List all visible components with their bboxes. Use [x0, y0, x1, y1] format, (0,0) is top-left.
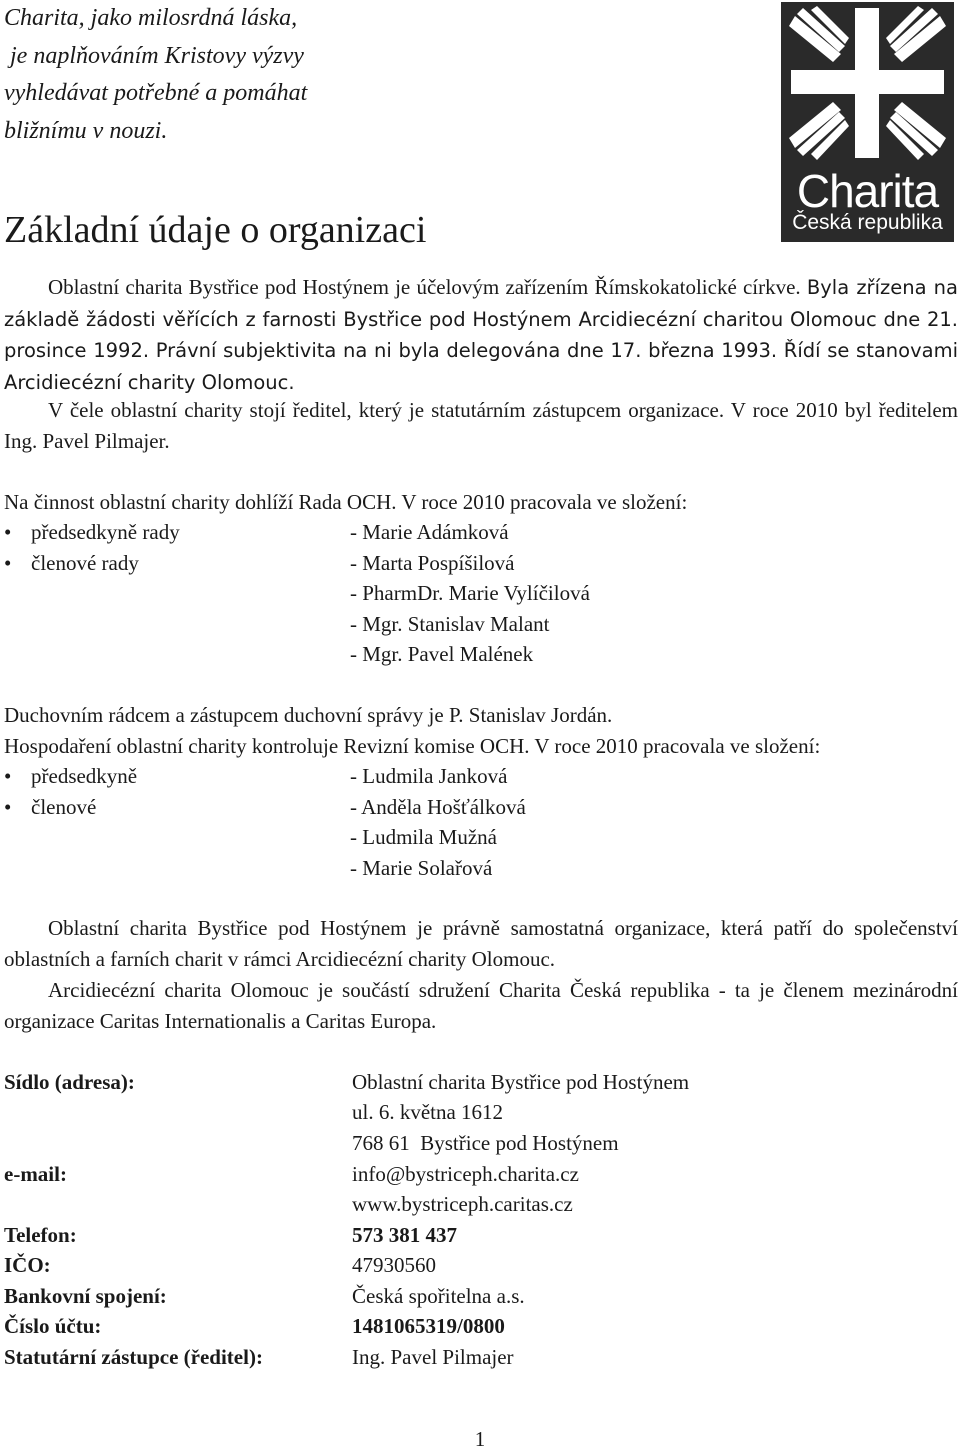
ico-value: 47930560: [352, 1253, 436, 1277]
audit-members-label: členové: [31, 795, 97, 819]
motto-line: Charita, jako milosrdná láska,: [4, 5, 298, 31]
ico-label: IČO:: [4, 1253, 51, 1277]
phone-row: [4, 1220, 904, 1251]
director-paragraph: V čele oblastní charity stojí ředitel, který je statutárním zástupcem organizace. V roce 2010 byl ředitelem Ing. Pavel Pilmajer.: [4, 398, 958, 453]
logo-brand: Charita: [796, 165, 939, 217]
cross-flame-icon: [781, 2, 954, 162]
board-members-label: členové rady: [31, 551, 139, 575]
intro-paragraph: [4, 272, 958, 398]
bullet: •: [4, 764, 12, 788]
motto-line: vyhledávat potřebné a pomáhat: [4, 80, 308, 106]
board-chair-label: předsedkyně rady: [31, 520, 180, 544]
board-member: - Mgr. Pavel Malének: [350, 642, 534, 666]
address-line: Oblastní charita Bystřice pod Hostýnem: [352, 1070, 690, 1094]
ico-row: [4, 1250, 904, 1281]
board-intro: Na činnost oblastní charity dohlíží Rada OCH. V roce 2010 pracovala ve složení:: [4, 490, 688, 514]
board-member-row: [4, 609, 704, 640]
charita-logo: [781, 2, 954, 242]
bank-label: Bankovní spojení:: [4, 1284, 167, 1308]
account-row: [4, 1311, 904, 1342]
audit-member: - Anděla Hošťálková: [350, 795, 526, 819]
director-label: Statutární zástupce (ředitel):: [4, 1345, 263, 1369]
page-number: 1: [474, 1427, 486, 1451]
bullet: •: [4, 520, 12, 544]
address-row: [4, 1128, 904, 1159]
page-title: Základní údaje o organizaci: [4, 209, 427, 251]
board-chair-name: - Marie Adámková: [350, 520, 509, 544]
account-value: 1481065319/0800: [352, 1314, 505, 1338]
audit-members-row: [4, 792, 704, 823]
address-row: [4, 1067, 904, 1098]
bullet: •: [4, 795, 12, 819]
intro-text-sans: Byla zřízena na základě žádosti věřících z farnosti Bystřice pod Hostýnem Arcidiecézní charitou Olomouc dne 21. prosince 1992. Právní subjektivita na ni byla delegována dne 17. března 1993. Řídí se stanovami Arcidiecézní charity Olomouc.: [4, 276, 958, 394]
audit-member-row: [4, 822, 704, 853]
board-member: - Marta Pospíšilová: [350, 551, 515, 575]
address-row: [4, 1097, 904, 1128]
phone-value: 573 381 437: [352, 1223, 457, 1247]
status-paragraph: Oblastní charita Bystřice pod Hostýnem je právně samostatná organizace, která patří do společenství oblastních a farních charit v rámci Arcidiecézní charity Olomouc.: [4, 916, 958, 971]
email-link[interactable]: info@bystriceph.charita.cz: [352, 1162, 579, 1186]
motto-line: bližnímu v nouzi.: [4, 117, 168, 144]
bank-value: Česká spořitelna a.s.: [352, 1284, 525, 1308]
board-member-row: [4, 578, 704, 609]
motto: [4, 0, 424, 150]
board-member: - PharmDr. Marie Vylíčilová: [350, 581, 590, 605]
account-label: Číslo účtu:: [4, 1314, 102, 1338]
board-chair-row: [4, 517, 704, 548]
bullet: •: [4, 551, 12, 575]
audit-member-row: [4, 853, 704, 884]
audit-member: - Marie Solařová: [350, 856, 493, 880]
email-label: e-mail:: [4, 1162, 67, 1186]
membership-paragraph: Arcidiecézní charita Olomouc je součástí sdružení Charita Česká republika - ta je členem mezinárodní organizace Caritas Internationalis a Caritas Europa.: [4, 978, 958, 1033]
logo-subtitle: Česká republika: [792, 211, 943, 234]
address-line: 768 61 Bystřice pod Hostýnem: [352, 1131, 619, 1155]
audit-intro: Hospodaření oblastní charity kontroluje Revizní komise OCH. V roce 2010 pracovala ve složení:: [4, 734, 821, 758]
website-link[interactable]: www.bystriceph.caritas.cz: [352, 1192, 573, 1216]
motto-line: je naplňováním Kristovy výzvy: [10, 42, 304, 69]
email-row: [4, 1159, 904, 1190]
intro-text-serif: Oblastní charita Bystřice pod Hostýnem je účelovým zařízením Římskokatolické církve.: [48, 275, 801, 299]
audit-chair-label: předsedkyně: [31, 764, 138, 788]
web-row: [4, 1189, 904, 1220]
director-row: [4, 1342, 904, 1373]
board-member-row: [4, 639, 704, 670]
address-line: ul. 6. května 1612: [352, 1100, 504, 1124]
board-member: - Mgr. Stanislav Malant: [350, 612, 550, 636]
phone-label: Telefon:: [4, 1223, 77, 1247]
audit-member: - Ludmila Mužná: [350, 825, 497, 849]
address-label: Sídlo (adresa):: [4, 1070, 135, 1094]
audit-chair-row: [4, 761, 704, 792]
director-value: Ing. Pavel Pilmajer: [352, 1345, 514, 1369]
audit-chair-name: - Ludmila Janková: [350, 764, 508, 788]
board-members-row: [4, 548, 704, 579]
bank-row: [4, 1281, 904, 1312]
spiritual-advisor: Duchovním rádcem a zástupcem duchovní správy je P. Stanislav Jordán.: [4, 703, 613, 727]
